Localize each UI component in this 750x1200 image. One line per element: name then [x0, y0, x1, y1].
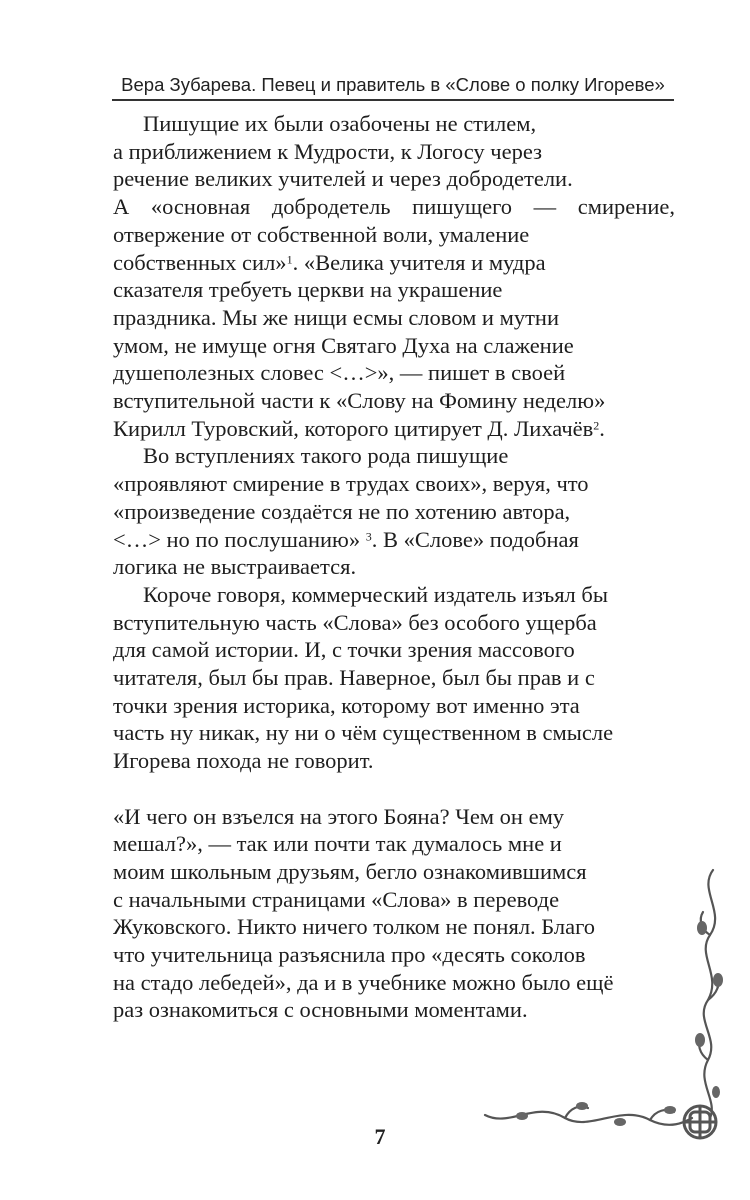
text-line: логика не выстраивается. — [113, 554, 357, 580]
text-fragment: Кирилл Туровский, которого цитирует Д. Лихачёв — [113, 415, 594, 441]
text-line: Пишущие их были озабочены не стилем, — [143, 111, 537, 136]
text-fragment: . — [599, 415, 605, 441]
corner-ornament — [470, 860, 740, 1200]
text-line: с начальными страницами «Слова» в переводе — [113, 886, 560, 912]
text-fragment: собственных сил» — [113, 249, 287, 275]
text-line: сказателя требуеть церкви на украшение — [113, 277, 503, 303]
text-line: что учительница разъяснила про «десять соколов — [113, 942, 586, 968]
footnote-ref: 1 — [286, 251, 293, 266]
text-fragment: . «Велика учителя и мудра — [292, 249, 546, 275]
text-line: «произведение создаётся не по хотению автора, — [113, 498, 571, 524]
text-line: праздника. Мы же нищи есмы словом и мутни — [113, 304, 560, 330]
text-line: речение великих учителей и через добродетели. — [113, 166, 573, 192]
text-line: точки зрения историка, которому вот именно эта — [113, 692, 580, 718]
text-line: мешал?», — так или почти так думалось мне и — [113, 831, 562, 857]
text-line — [113, 249, 675, 277]
text-line: читателя, был бы прав. Наверное, был бы прав и с — [113, 665, 595, 691]
text-fragment: . В «Слове» подобная — [371, 526, 579, 552]
text-line: А «основная добродетель пишущего — смирение, — [113, 194, 675, 220]
text-line: Во вступлениях такого рода пишущие — [143, 443, 509, 469]
footnote-ref: 2 — [593, 418, 600, 433]
text-line: часть ну никак, ну ни о чём существенном в смысле — [113, 720, 614, 746]
vine-vertical — [699, 870, 718, 1118]
text-line: отвержение от собственной воли, умаление — [113, 221, 530, 247]
paragraph-1 — [113, 110, 675, 442]
text-line — [113, 526, 675, 554]
celtic-knot — [684, 1106, 716, 1138]
text-line: Короче говоря, коммерческий издатель изъял бы — [143, 581, 608, 607]
text-line: «проявляют смирение в трудах своих», веруя, что — [113, 471, 589, 497]
text-line: а приближением к Мудрости, к Логосу через — [113, 138, 542, 164]
text-line: душеполезных словес <…>», — пишет в своей — [113, 360, 566, 386]
text-line: для самой истории. И, с точки зрения массового — [113, 637, 575, 663]
text-line: моим школьным друзьям, бегло ознакомившимся — [113, 858, 587, 884]
text-line: раз ознакомиться с основными моментами. — [113, 997, 528, 1023]
text-line: Жуковского. Никто ничего толком не понял. Благо — [113, 914, 596, 940]
text-line: «И чего он взъелся на этого Бояна? Чем он ему — [113, 803, 565, 829]
paragraph-3 — [113, 581, 675, 775]
text-line: вступительной части к «Слову на Фомину неделю» — [113, 388, 606, 414]
header-rule — [112, 99, 674, 101]
text-line: на стадо лебедей», да и в учебнике можно было ещё — [113, 969, 614, 995]
paragraph-gap — [113, 775, 675, 803]
paragraph-2 — [113, 442, 675, 581]
text-line: вступительную часть «Слова» без особого ущерба — [113, 609, 597, 635]
page-number: 7 — [374, 1124, 386, 1149]
running-head: Вера Зубарева. Певец и правитель в «Слове о полку Игореве» — [121, 74, 665, 95]
text-line: Игорева похода не говорит. — [113, 748, 374, 774]
text-line: умом, не имуще огня Святаго Духа на слажение — [113, 332, 574, 358]
text-fragment: <…> но по послушанию» — [113, 526, 366, 552]
leaf-motifs — [516, 921, 723, 1126]
footnote-ref: 3 — [365, 528, 372, 543]
text-line — [113, 415, 675, 443]
